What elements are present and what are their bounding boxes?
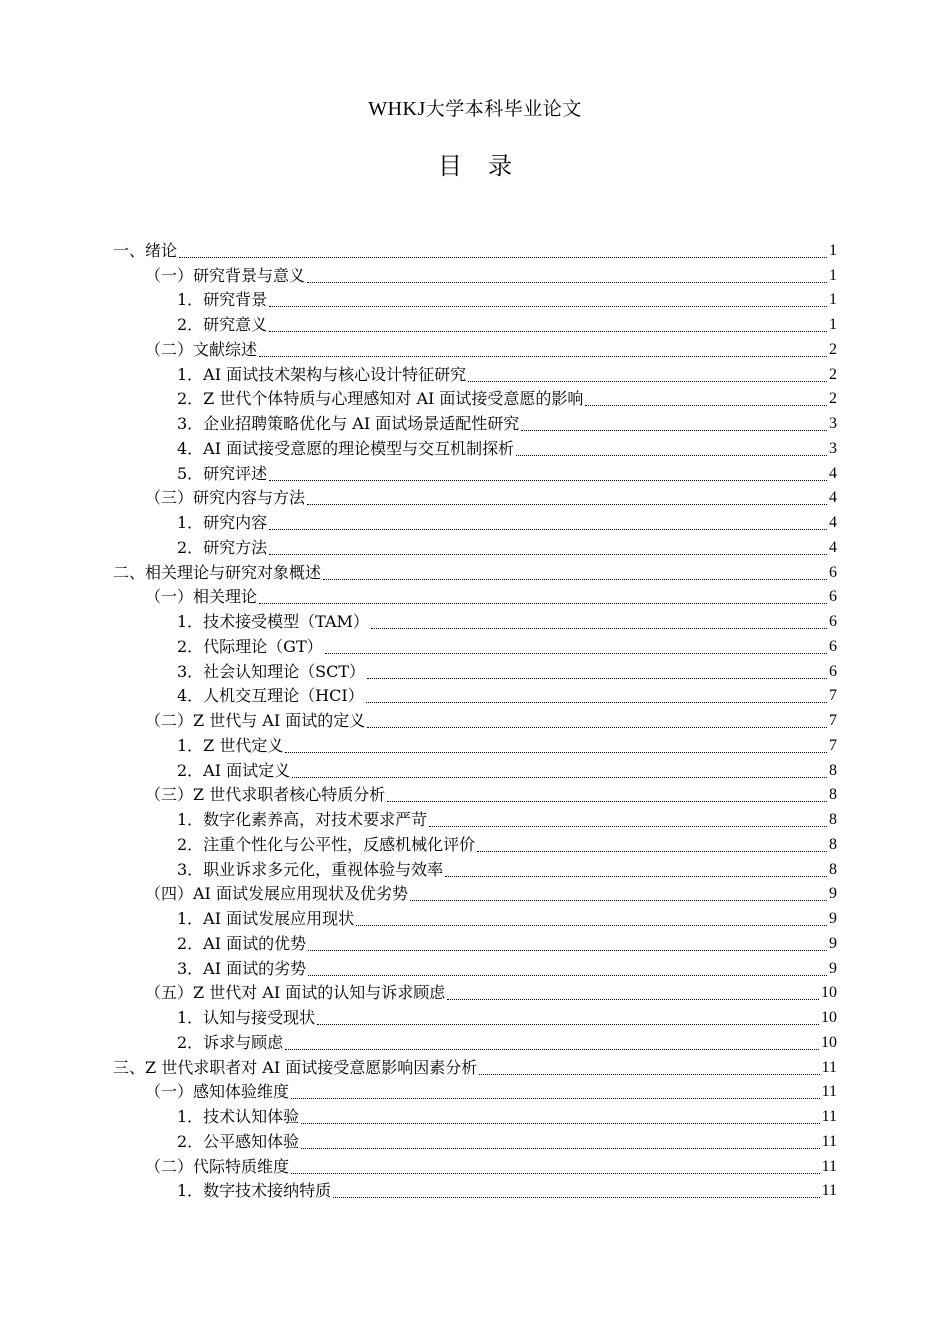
toc-entry[interactable]	[113, 583, 837, 608]
dot-leader	[367, 726, 827, 728]
toc-entry-label: 3．AI 面试的劣势	[177, 958, 307, 978]
toc-entry-page-number: 9	[829, 934, 837, 952]
header-school-code: WHKJ	[368, 98, 426, 120]
toc-entry-page-number: 8	[829, 786, 837, 804]
toc-entry[interactable]	[113, 434, 837, 459]
toc-entry-page-number: 7	[829, 712, 837, 729]
toc-entry-label: 4．人机交互理论（HCI）	[177, 686, 364, 706]
toc-entry-label: 2．代际理论（GT）	[177, 636, 323, 656]
dot-leader	[317, 1023, 819, 1025]
toc-entry-label: 3．企业招聘策略优化与 AI 面试场景适配性研究	[177, 414, 520, 433]
dot-leader	[269, 479, 827, 481]
toc-entry[interactable]	[113, 756, 837, 781]
toc-entry-page-number: 11	[821, 1132, 837, 1150]
toc-entry-label: 3．社会认知理论（SCT）	[177, 661, 366, 681]
dot-leader	[307, 281, 827, 283]
toc-entry-label: 4．AI 面试接受意愿的理论模型与交互机制探析	[177, 438, 515, 458]
toc-entry[interactable]	[113, 409, 837, 434]
dot-leader	[325, 652, 827, 654]
toc-entry[interactable]	[113, 508, 837, 533]
toc-entry-page-number: 1	[829, 241, 837, 259]
dot-leader	[445, 875, 827, 877]
dot-leader	[259, 602, 827, 604]
table-of-contents	[113, 236, 837, 1201]
toc-entry[interactable]	[113, 385, 837, 410]
dot-leader	[292, 776, 827, 778]
toc-entry[interactable]	[113, 310, 837, 335]
toc-entry-label: （二）文献综述	[145, 339, 258, 359]
toc-entry-label: 1．研究背景	[177, 290, 268, 310]
toc-entry-page-number: 10	[821, 1009, 837, 1026]
toc-entry-label: 2．公平感知体验	[177, 1131, 300, 1151]
dot-leader	[366, 701, 827, 703]
toc-entry[interactable]	[113, 335, 837, 360]
dot-leader	[269, 553, 827, 555]
toc-entry[interactable]	[113, 1152, 837, 1177]
dot-leader	[447, 998, 819, 1000]
toc-entry-label: 二、相关理论与研究对象概述	[113, 562, 322, 582]
running-header	[0, 94, 950, 121]
toc-entry-label: 三、Z 世代求职者对 AI 面试接受意愿影响因素分析	[113, 1057, 478, 1077]
toc-entry-label: 1．AI 面试技术架构与核心设计特征研究	[177, 364, 467, 384]
toc-entry[interactable]	[113, 1053, 837, 1078]
toc-entry-page-number: 10	[821, 984, 837, 1002]
toc-entry-page-number: 9	[829, 885, 837, 903]
toc-entry[interactable]	[113, 1078, 837, 1103]
toc-entry-label: （一）感知体验维度	[145, 1082, 290, 1102]
toc-entry[interactable]	[113, 1028, 837, 1053]
dot-leader	[371, 627, 827, 629]
dot-leader	[285, 751, 827, 753]
toc-entry-page-number: 7	[829, 736, 837, 754]
toc-entry-label: （二）Z 世代与 AI 面试的定义	[145, 711, 366, 730]
toc-entry[interactable]	[113, 830, 837, 855]
toc-entry-page-number: 1	[829, 291, 837, 309]
toc-entry[interactable]	[113, 781, 837, 806]
dot-leader	[301, 1122, 819, 1124]
toc-entry[interactable]	[113, 855, 837, 880]
header-thesis-type: 大学本科毕业论文	[425, 98, 582, 120]
toc-entry-label: 2．诉求与顾虑	[177, 1032, 284, 1052]
dot-leader	[307, 503, 827, 505]
dot-leader	[333, 1196, 819, 1198]
dot-leader	[387, 800, 827, 802]
toc-entry-label: 1．数字技术接纳特质	[177, 1181, 332, 1201]
toc-entry[interactable]	[113, 533, 837, 558]
dot-leader	[323, 578, 827, 580]
toc-entry[interactable]	[113, 954, 837, 979]
toc-entry-page-number: 10	[821, 1033, 837, 1051]
toc-entry-label: 一、绪论	[113, 240, 178, 260]
toc-entry-page-number: 2	[829, 365, 837, 383]
toc-entry-label: 1．数字化素养高，对技术要求严苛	[177, 810, 428, 829]
toc-entry-page-number: 6	[829, 637, 837, 655]
toc-entry[interactable]	[113, 558, 837, 583]
toc-entry-page-number: 11	[821, 1058, 837, 1076]
toc-entry-page-number: 9	[829, 959, 837, 977]
toc-entry[interactable]	[113, 979, 837, 1004]
toc-entry-page-number: 6	[829, 588, 837, 606]
toc-entry-label: 1．认知与接受现状	[177, 1008, 316, 1027]
toc-entry-page-number: 4	[829, 464, 837, 482]
toc-entry-page-number: 6	[829, 662, 837, 680]
dot-leader	[468, 380, 827, 382]
page-title: 目录	[438, 152, 538, 180]
toc-entry[interactable]	[113, 484, 837, 509]
toc-entry[interactable]	[113, 929, 837, 954]
dot-leader	[179, 256, 827, 258]
dot-leader	[356, 924, 827, 926]
toc-entry-label: （四）AI 面试发展应用现状及优劣势	[145, 884, 408, 904]
toc-entry-page-number: 2	[829, 390, 837, 408]
toc-entry-label: （一）研究背景与意义	[145, 265, 306, 285]
toc-entry-page-number: 4	[829, 538, 837, 556]
toc-entry[interactable]	[113, 607, 837, 632]
dot-leader	[410, 899, 827, 901]
toc-entry[interactable]	[113, 657, 837, 682]
toc-entry-label: 2．研究方法	[177, 537, 268, 557]
toc-entry-label: 1．技术接受模型（TAM）	[177, 612, 369, 631]
toc-entry-page-number: 1	[829, 316, 837, 333]
dot-leader	[516, 454, 827, 456]
toc-entry-page-number: 11	[821, 1157, 837, 1175]
dot-leader	[367, 677, 827, 679]
dot-leader	[301, 1147, 819, 1149]
toc-entry-label: 2．注重个性化与公平性，反感机械化评价	[177, 834, 476, 854]
dot-leader	[308, 974, 827, 976]
toc-entry[interactable]	[113, 1003, 837, 1028]
toc-entry-page-number: 7	[829, 687, 837, 705]
toc-entry-label: （三）研究内容与方法	[145, 488, 306, 508]
toc-entry-label: 1．AI 面试发展应用现状	[177, 909, 355, 928]
toc-entry[interactable]	[113, 286, 837, 311]
dot-leader	[269, 305, 827, 307]
toc-entry-label: （一）相关理论	[145, 587, 258, 607]
toc-entry[interactable]	[113, 731, 837, 756]
toc-entry[interactable]	[113, 1102, 837, 1127]
toc-entry-label: 2．Z 世代个体特质与心理感知对 AI 面试接受意愿的影响	[177, 389, 584, 409]
dot-leader	[291, 1097, 820, 1099]
toc-entry-label: 1．Z 世代定义	[177, 735, 284, 755]
toc-entry[interactable]	[113, 682, 837, 707]
toc-entry-page-number: 6	[829, 613, 837, 630]
toc-entry[interactable]	[113, 261, 837, 286]
toc-entry-label: 2．AI 面试定义	[177, 760, 291, 780]
toc-entry-page-number: 11	[821, 1108, 837, 1125]
dot-leader	[477, 850, 827, 852]
dot-leader	[479, 1073, 819, 1075]
dot-leader	[269, 528, 827, 530]
toc-entry[interactable]	[113, 459, 837, 484]
dot-leader	[285, 1048, 819, 1050]
dot-leader	[269, 330, 827, 332]
toc-entry-label: 5．研究评述	[177, 463, 268, 483]
toc-entry-page-number: 8	[829, 835, 837, 853]
toc-entry-label: 2．研究意义	[177, 315, 268, 334]
toc-entry-label: 1．技术认知体验	[177, 1107, 300, 1126]
toc-entry-page-number: 3	[829, 439, 837, 457]
toc-entry-page-number: 3	[829, 415, 837, 432]
toc-entry[interactable]	[113, 904, 837, 929]
dot-leader	[259, 355, 827, 357]
toc-entry-label: 3．职业诉求多元化，重视体验与效率	[177, 859, 444, 879]
dot-leader	[291, 1172, 820, 1174]
toc-entry-page-number: 6	[829, 563, 837, 581]
toc-entry[interactable]	[113, 236, 837, 261]
toc-entry-label: 1．研究内容	[177, 513, 268, 532]
toc-entry-page-number: 8	[829, 761, 837, 779]
toc-entry[interactable]	[113, 706, 837, 731]
dot-leader	[521, 429, 827, 431]
toc-entry[interactable]	[113, 805, 837, 830]
toc-entry-page-number: 8	[829, 811, 837, 828]
toc-entry-page-number: 11	[821, 1182, 837, 1200]
toc-entry-label: （三）Z 世代求职者核心特质分析	[145, 785, 386, 805]
toc-entry-page-number: 4	[829, 489, 837, 507]
toc-entry[interactable]	[113, 360, 837, 385]
dot-leader	[429, 825, 827, 827]
toc-entry-page-number: 9	[829, 910, 837, 927]
toc-entry-page-number: 1	[829, 266, 837, 284]
dot-leader	[308, 949, 827, 951]
toc-entry-label: （五）Z 世代对 AI 面试的认知与诉求顾虑	[145, 983, 446, 1003]
toc-entry[interactable]	[113, 1127, 837, 1152]
toc-entry-label: 2．AI 面试的优势	[177, 933, 307, 953]
dot-leader	[585, 404, 827, 406]
toc-entry[interactable]	[113, 632, 837, 657]
toc-entry[interactable]	[113, 1177, 837, 1202]
toc-entry-page-number: 8	[829, 860, 837, 878]
toc-entry-page-number: 4	[829, 514, 837, 531]
toc-entry[interactable]	[113, 880, 837, 905]
toc-entry-label: （二）代际特质维度	[145, 1156, 290, 1176]
toc-entry-page-number: 11	[821, 1083, 837, 1101]
toc-entry-page-number: 2	[829, 340, 837, 358]
